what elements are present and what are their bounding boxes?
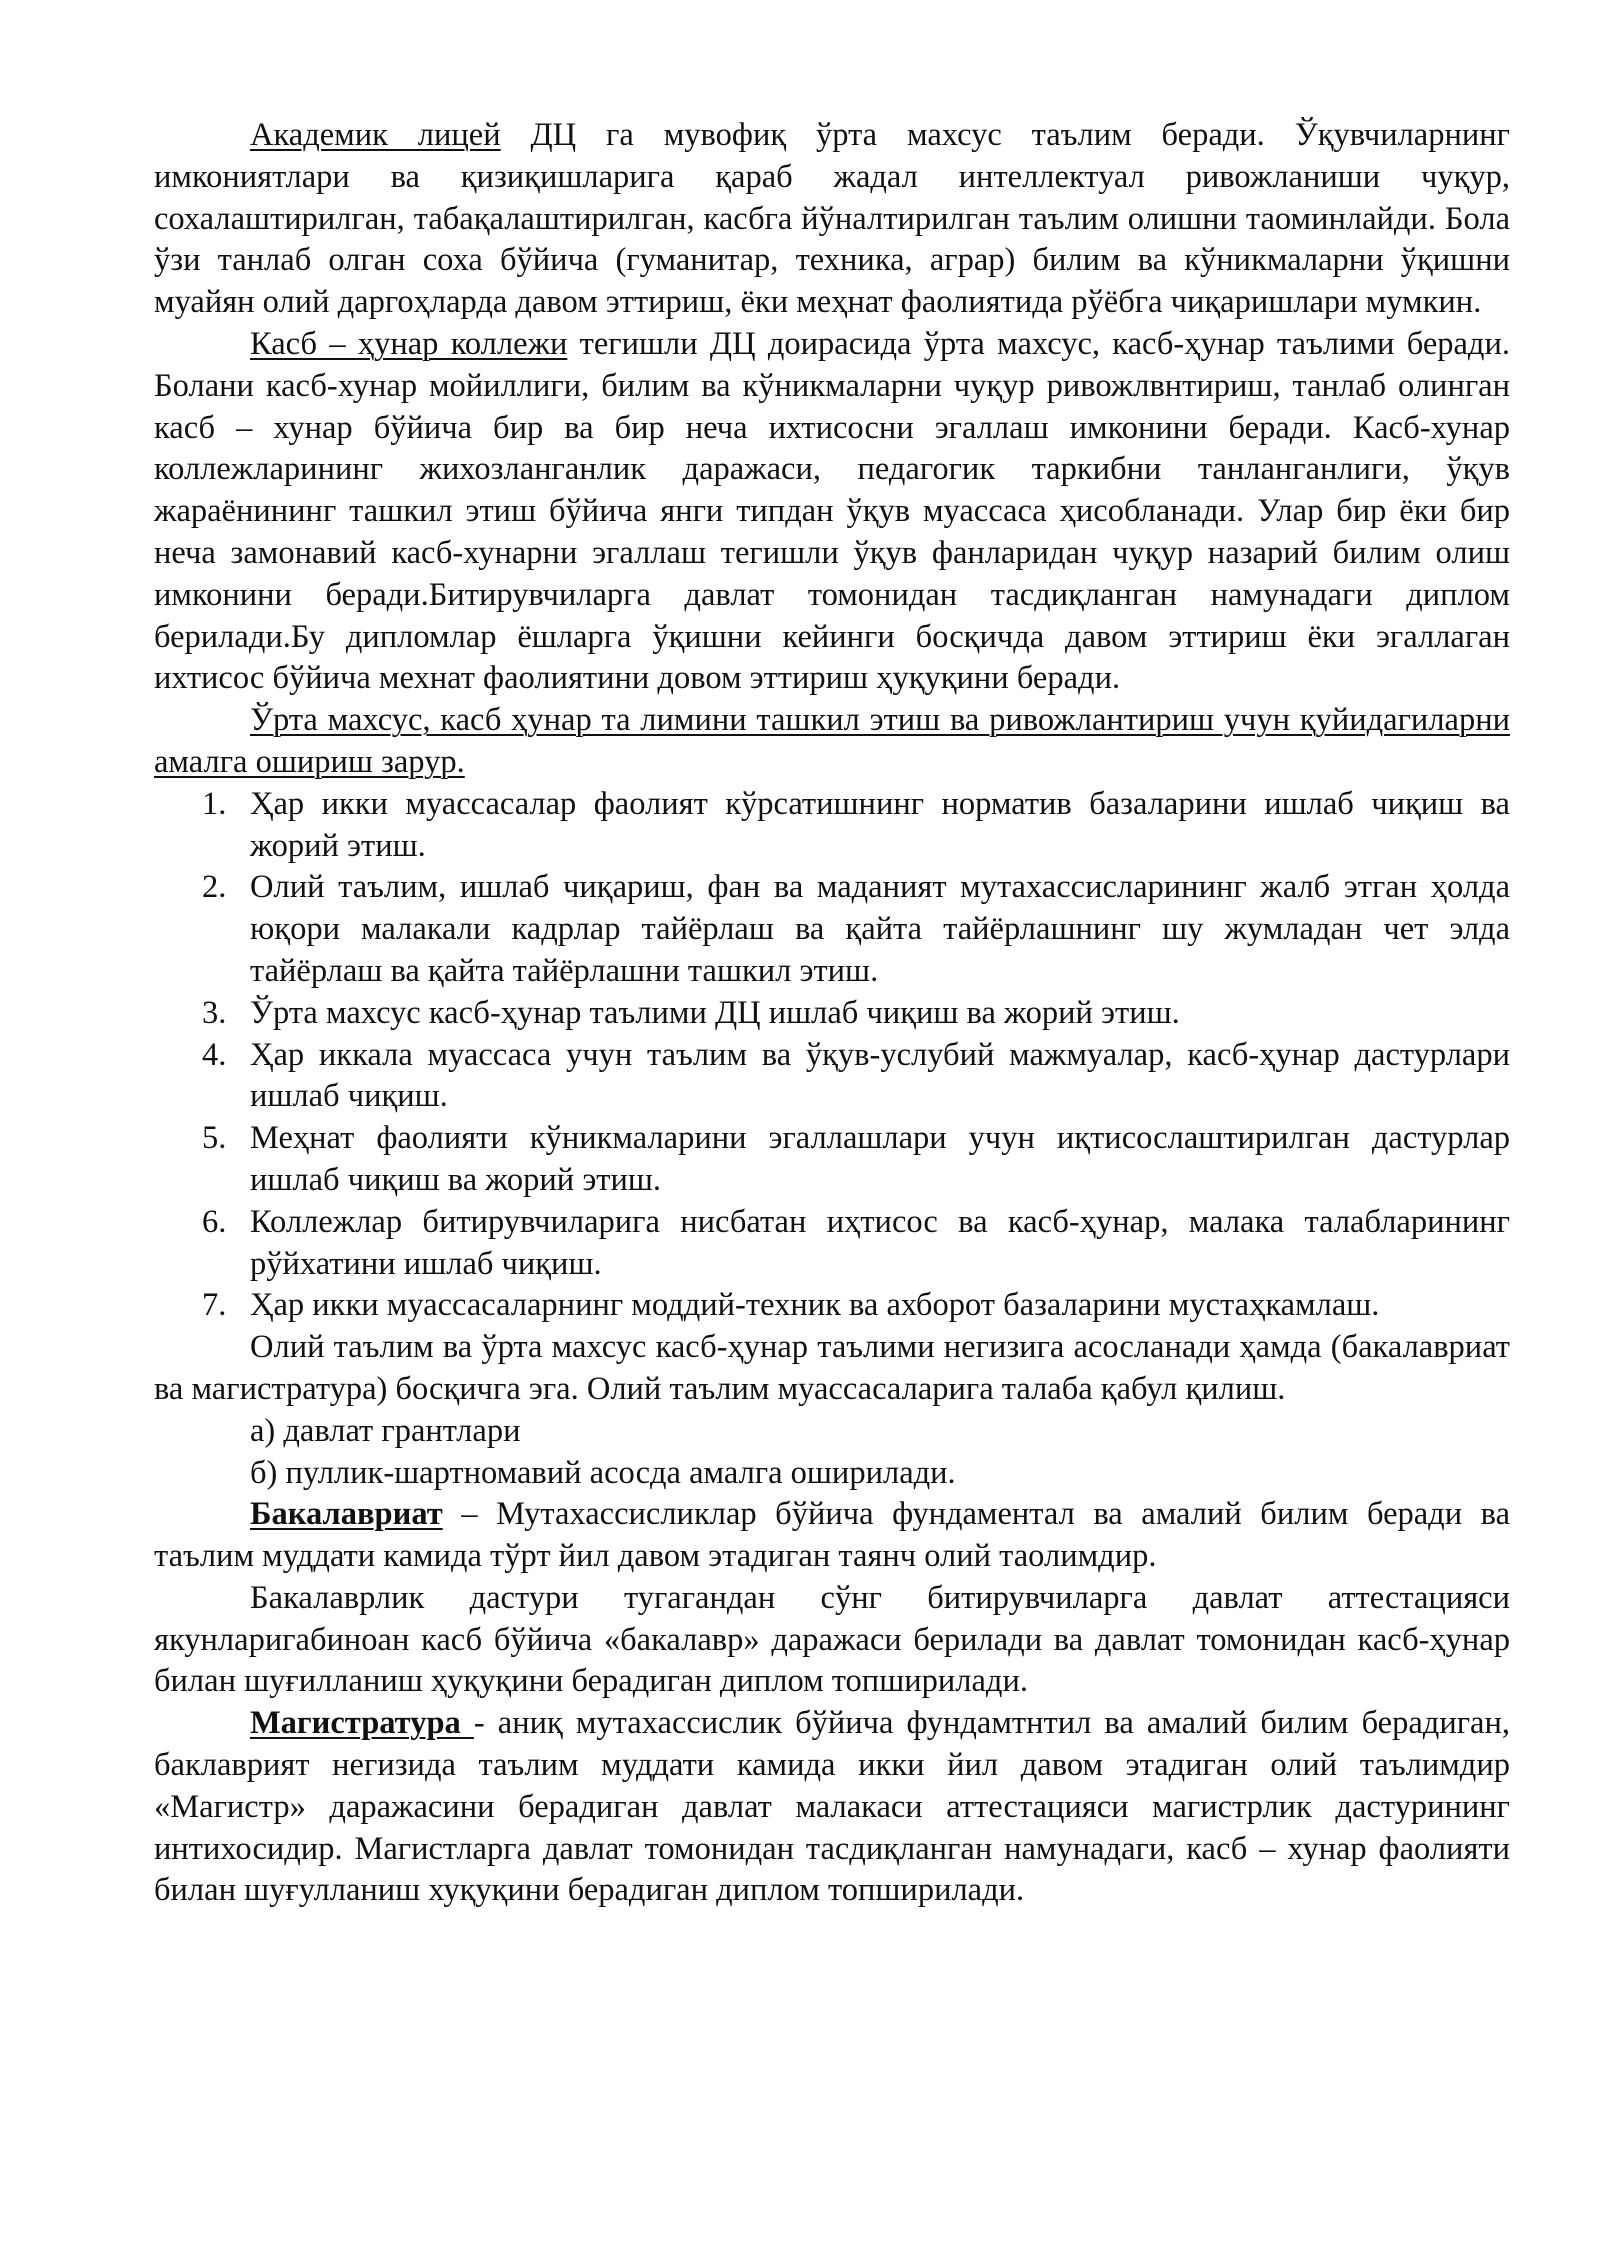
paragraph-master	[154, 1703, 1510, 1912]
paragraph-bachelor-diploma	[154, 1578, 1510, 1703]
list-item-text: Коллежлар битирувчиларига нисбатан иҳтисос ва касб-ҳунар, малака талабларининг рўйхатини ишлаб чиқиш.	[250, 1203, 1510, 1282]
paragraph-vocational-college	[154, 324, 1510, 700]
list-item-text: Олий таълим, ишлаб чиқариш, фан ва маданият мутахассисларининг жалб этган ҳолда юқори малакали кадрлар тайёрлаш ва қайта тайёрлашнинг шу жумладан чет элда тайёрлаш ва қайта тайёрлашни ташкил этиш.	[250, 869, 1510, 989]
document-page	[154, 115, 1510, 1912]
text-bachelor: – Мутахассисликлар бўйича фундаментал ва амалий билим беради ва таълим муддати камида тўрт йил давом этадиган таянч олий таолимдир.	[154, 1496, 1510, 1575]
list-item-number: 3.	[202, 994, 227, 1031]
list-item	[154, 1202, 1510, 1286]
list-item-text: Ҳар икки муассасалар фаолият кўрсатишнинг норматив базаларини ишлаб чиқиш ва жорий этиш.	[250, 785, 1510, 864]
subitem-state-grants: а) давлат грантлари	[250, 1412, 521, 1449]
list-item	[154, 1285, 1510, 1327]
subitem-paid-contract: б) пуллик-шартномавий асосда амалга оширилади.	[250, 1454, 956, 1491]
requirements-heading: Ўрта махсус, касб ҳунар та лимини ташкил этиш ва ривожлантириш учун қуйидагиларни амалга ошириш зарур.	[154, 702, 1510, 780]
paragraph-academic-lyceum	[154, 115, 1510, 324]
list-item-number: 1.	[202, 785, 227, 822]
term-vocational-college: Касб – ҳунар коллежи	[250, 325, 568, 362]
list-item	[154, 993, 1510, 1035]
list-item-number: 6.	[202, 1203, 227, 1240]
text-academic-lyceum: ДЦ га мувофиқ ўрта махсус таълим беради. Ўқувчиларнинг имкониятлари ва қизиқишларига қараб жадал интеллектуал ривожланиши чуқур, сохалаштирилган, табақалаштирилган, касбга йўналтирилган таълим олишни таоминлайди. Бола ўзи танлаб олган соха бўйича (гуманитар, техника, аграр) билим ва кўникмаларни ўқишни муайян олий даргоҳларда давом эттириш, ёки меҳнат фаолиятида рўёбга чиқаришлари мумкин.	[154, 117, 1510, 321]
list-item-number: 5.	[202, 1120, 227, 1157]
text-master: - аниқ мутахассислик бўйича фундамтнтил ва амалий билим берадиган, баклаврият негизида таълим муддати камида икки йил давом этадиган олий таълимдир «Магистр» даражасини берадиган давлат малакаси аттестацияси магистрлик дастурининг интихосидир. Магистларга давлат томонидан тасдиқланган намунадаги, касб – хунар фаолияти билан шуғулланиш хуқуқини берадиган диплом топширилади.	[154, 1705, 1510, 1909]
list-item	[154, 784, 1510, 868]
list-item	[154, 1118, 1510, 1202]
list-item-number: 2.	[202, 869, 227, 906]
term-academic-lyceum: Академик лицей	[250, 117, 501, 153]
text-higher-education: Олий таълим ва ўрта махсус касб-ҳунар таълими негизига асосланади ҳамда (бакалавриат ва магистратура) босқичга эга. Олий таълим муассасаларига талаба қабул қилиш.	[154, 1329, 1510, 1407]
requirements-list	[154, 784, 1510, 1327]
term-master: Магистратура	[250, 1705, 474, 1742]
list-item-number: 7.	[202, 1287, 227, 1324]
term-bachelor: Бакалавриат	[250, 1496, 443, 1533]
paragraph-requirements-heading	[154, 700, 1510, 784]
list-item-text: Ўрта махсус касб-ҳунар таълими ДЦ ишлаб чиқиш ва жорий этиш.	[250, 994, 1180, 1031]
list-item-text: Меҳнат фаолияти кўникмаларини эгаллашлари учун иқтисослаштирилган дастурлар ишлаб чиқиш ва жорий этиш.	[250, 1120, 1510, 1198]
text-bachelor-diploma: Бакалаврлик дастури тугагандан сўнг битирувчиларга давлат аттестацияси якунларигабиноан касб бўйича «бакалавр» даражаси берилади ва давлат томонидан касб-ҳунар билан шуғилланиш ҳуқуқини берадиган диплом топширилади.	[154, 1579, 1510, 1700]
text-vocational-college: тегишли ДЦ доирасида ўрта махсус, касб-ҳунар таълими беради. Болани касб-хунар мойиллиги, билим ва кўникмаларни чуқур ривожлвнтириш, танлаб олинган касб – хунар бўйича бир ва бир неча ихтисосни эгаллаш имконини беради. Касб-хунар коллежларининг жихозланганлик даражаси, педагогик таркибни танланганлиги, ўқув жараёнининг ташкил этиш бўйича янги типдан ўқув муассаса ҳисобланади. Улар бир ёки бир неча замонавий касб-хунарни эгаллаш тегишли ўқув фанларидан чуқур назарий билим олиш имконини беради.Битирувчиларга давлат томонидан тасдиқланган намунадаги диплом берилади.Бу дипломлар ёшларга ўқишни кейинги босқичда давом эттириш ёки эгаллаган ихтисос бўйича мехнат фаолиятини довом эттириш ҳуқуқини беради.	[154, 325, 1510, 697]
list-item-text: Ҳар иккала муассаса учун таълим ва ўқув-услубий мажмуалар, касб-ҳунар дастурлари ишлаб чиқиш.	[250, 1036, 1510, 1115]
paragraph-bachelor	[154, 1494, 1510, 1578]
list-item	[154, 1035, 1510, 1119]
list-item-text: Ҳар икки муассасаларнинг моддий-техник ва ахборот базаларини мустаҳкамлаш.	[250, 1287, 1380, 1324]
paragraph-higher-education	[154, 1327, 1510, 1411]
list-item-number: 4.	[202, 1036, 227, 1073]
list-item	[154, 867, 1510, 992]
